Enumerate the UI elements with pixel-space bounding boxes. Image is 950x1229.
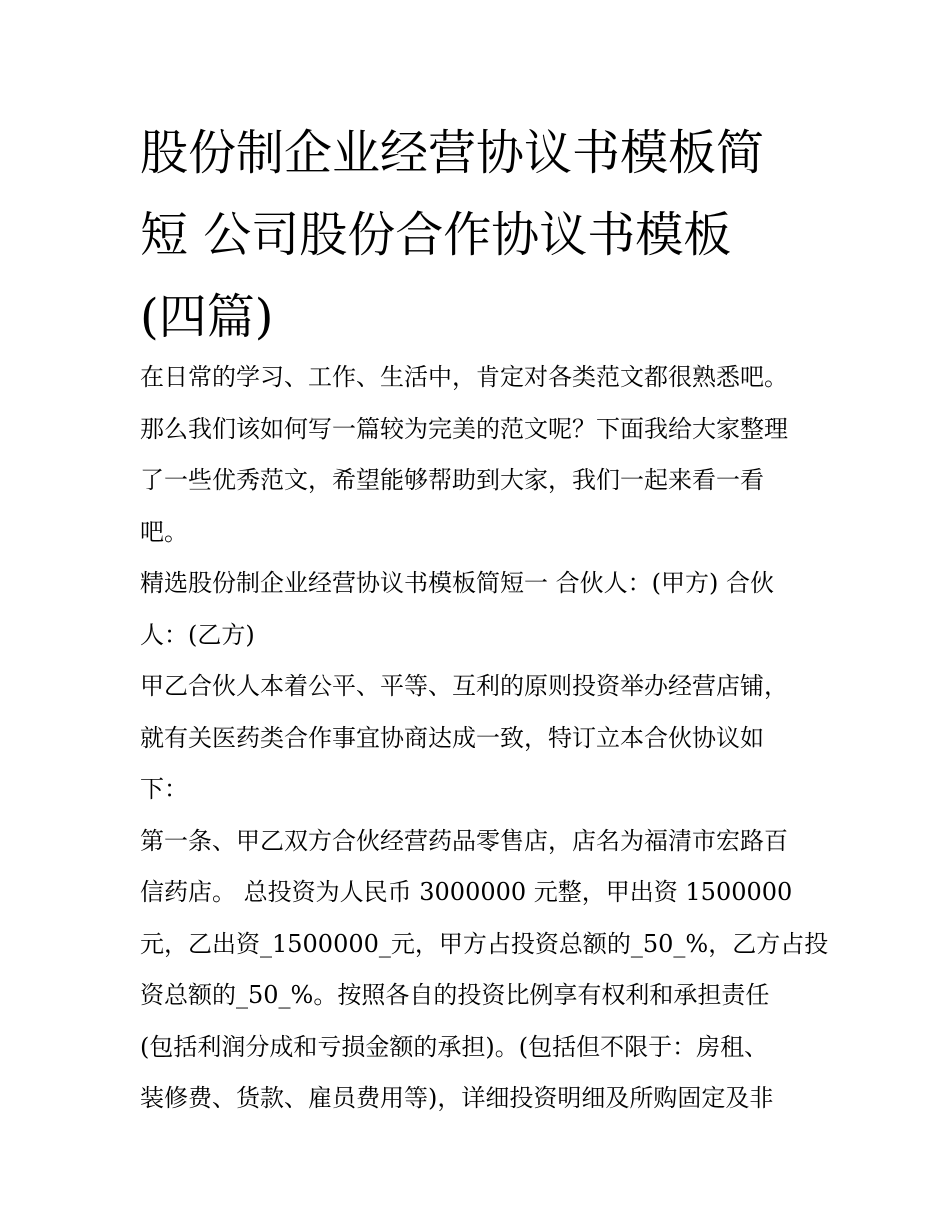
title-line-1: 股份制企业经营协议书模板简 (140, 125, 765, 181)
body-line: 精选股份制企业经营协议书模板简短一 合伙人：(甲方) 合伙 (140, 569, 774, 597)
body-line: 资总额的_50_%。按照各自的投资比例享有权利和承担责任 (140, 981, 770, 1009)
body-line: 那么我们该如何写一篇较为完美的范文呢？下面我给大家整理 (140, 414, 788, 443)
document-title (140, 112, 820, 358)
body-line: 在日常的学习、工作、生活中，肯定对各类范文都很熟悉吧。 (140, 363, 788, 391)
body-line: 人：(乙方) (140, 620, 255, 649)
body-line: (包括利润分成和亏损金额的承担)。(包括但不限于：房租、 (140, 1032, 769, 1061)
body-line: 吧。 (140, 517, 188, 546)
body-line: 下： (140, 775, 188, 803)
body-line: 信药店。 总投资为人民币 3000000 元整，甲出资 1500000 (140, 878, 793, 906)
body-line: 装修费、货款、雇员费用等)，详细投资明细及所购固定及非 (140, 1084, 774, 1112)
title-line-3: (四篇) (140, 289, 274, 345)
body-line: 第一条、甲乙双方合伙经营药品零售店，店名为福清市宏路百 (140, 826, 788, 855)
document-body (140, 352, 829, 1125)
body-line: 就有关医药类合作事宜协商达成一致，特订立本合伙协议如 (140, 723, 764, 752)
body-line: 了一些优秀范文，希望能够帮助到大家，我们一起来看一看 (140, 466, 764, 494)
body-line: 甲乙合伙人本着公平、平等、互利的原则投资举办经营店铺， (140, 672, 788, 700)
body-line: 元，乙出资_1500000_元，甲方占投资总额的_50_%，乙方占投 (140, 929, 829, 958)
title-line-2: 短 公司股份合作协议书模板 (140, 207, 732, 263)
